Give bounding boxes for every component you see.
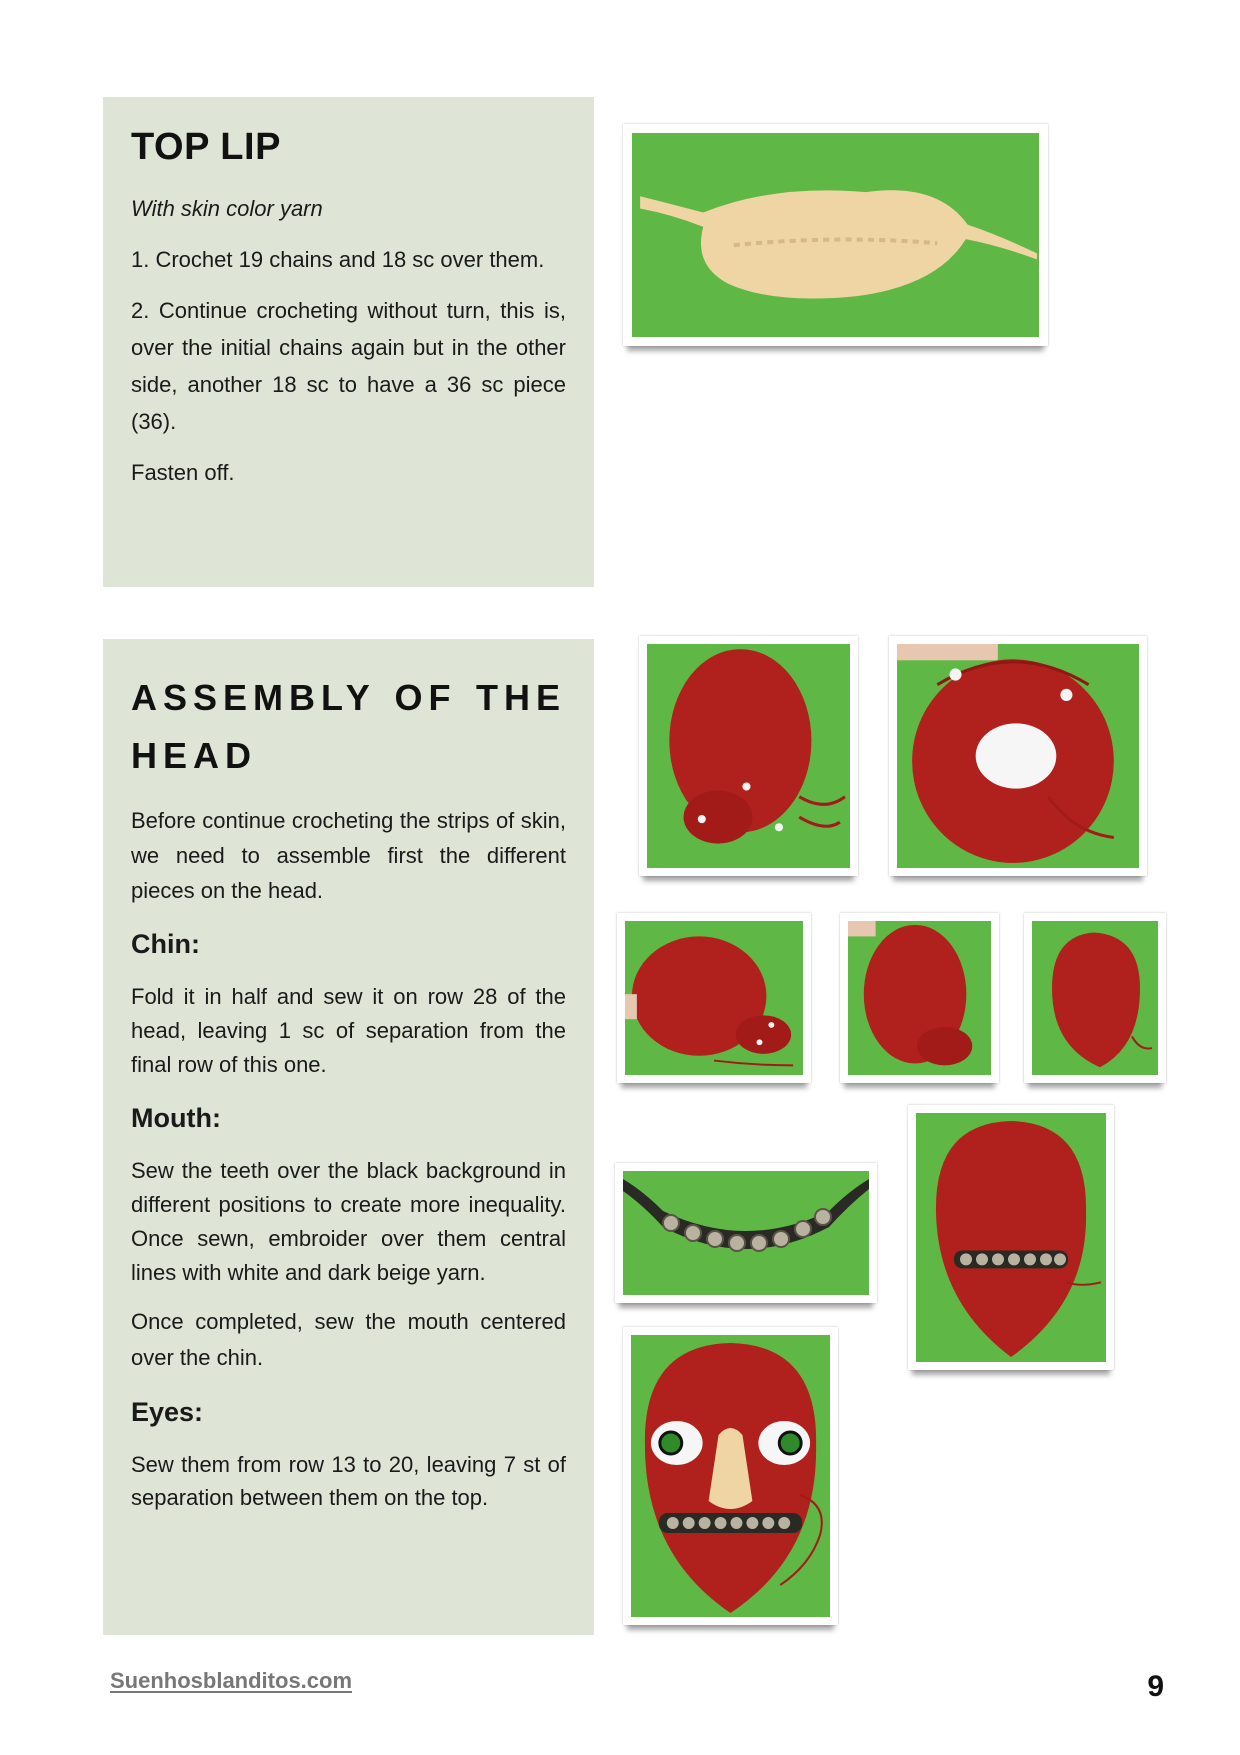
mouth-heading: Mouth: [131, 1103, 221, 1133]
top-lip-fasten: Fasten off. [131, 460, 235, 486]
page-number: 9 [1147, 1670, 1164, 1703]
mouth-text-2: Once completed, sew the mouth centered over the chin. [131, 1309, 566, 1370]
chin-text: Fold it in half and sew it on row 28 of the head, leaving 1 sc of separation from the final row of this one. [131, 984, 566, 1077]
assembly-intro: Before continue crocheting the strips of skin, we need to assemble first the different pieces on the head. [131, 808, 566, 903]
assembly-title: ASSEMBLY OF THE HEAD [131, 677, 566, 776]
photo-top-lip [623, 124, 1048, 346]
photo-head-side-2 [840, 913, 999, 1083]
assembly-panel [103, 639, 594, 1635]
photo-head-side-3 [1024, 913, 1166, 1083]
top-lip-title: TOP LIP [131, 126, 281, 168]
photo-head-stuffing [889, 636, 1147, 876]
chin-heading: Chin: [131, 929, 200, 959]
photo-head-chin-pinned [639, 636, 858, 876]
top-lip-intro: With skin color yarn [131, 196, 323, 222]
top-lip-panel [103, 97, 594, 587]
top-lip-step-2: 2. Continue crocheting without turn, this is, over the initial chains again but in the other side, another 18 sc to have a 36 sc piece (36). [131, 298, 566, 435]
photo-finished-face [623, 1327, 838, 1625]
top-lip-step-1: 1. Crochet 19 chains and 18 sc over them. [131, 247, 545, 273]
photo-head-side-1 [617, 913, 811, 1083]
eyes-heading: Eyes: [131, 1397, 204, 1427]
mouth-text-1: Sew the teeth over the black background in different positions to create more inequality. Once sewn, embroider over them central lines with white and dark beige yarn. [131, 1158, 566, 1285]
footer-site-link[interactable]: Suenhosblanditos.com [110, 1668, 353, 1693]
eyes-text: Sew them from row 13 to 20, leaving 7 st of separation between them on the top. [131, 1452, 566, 1510]
photo-teeth-strip [615, 1163, 877, 1303]
photo-head-with-mouth [908, 1105, 1114, 1370]
